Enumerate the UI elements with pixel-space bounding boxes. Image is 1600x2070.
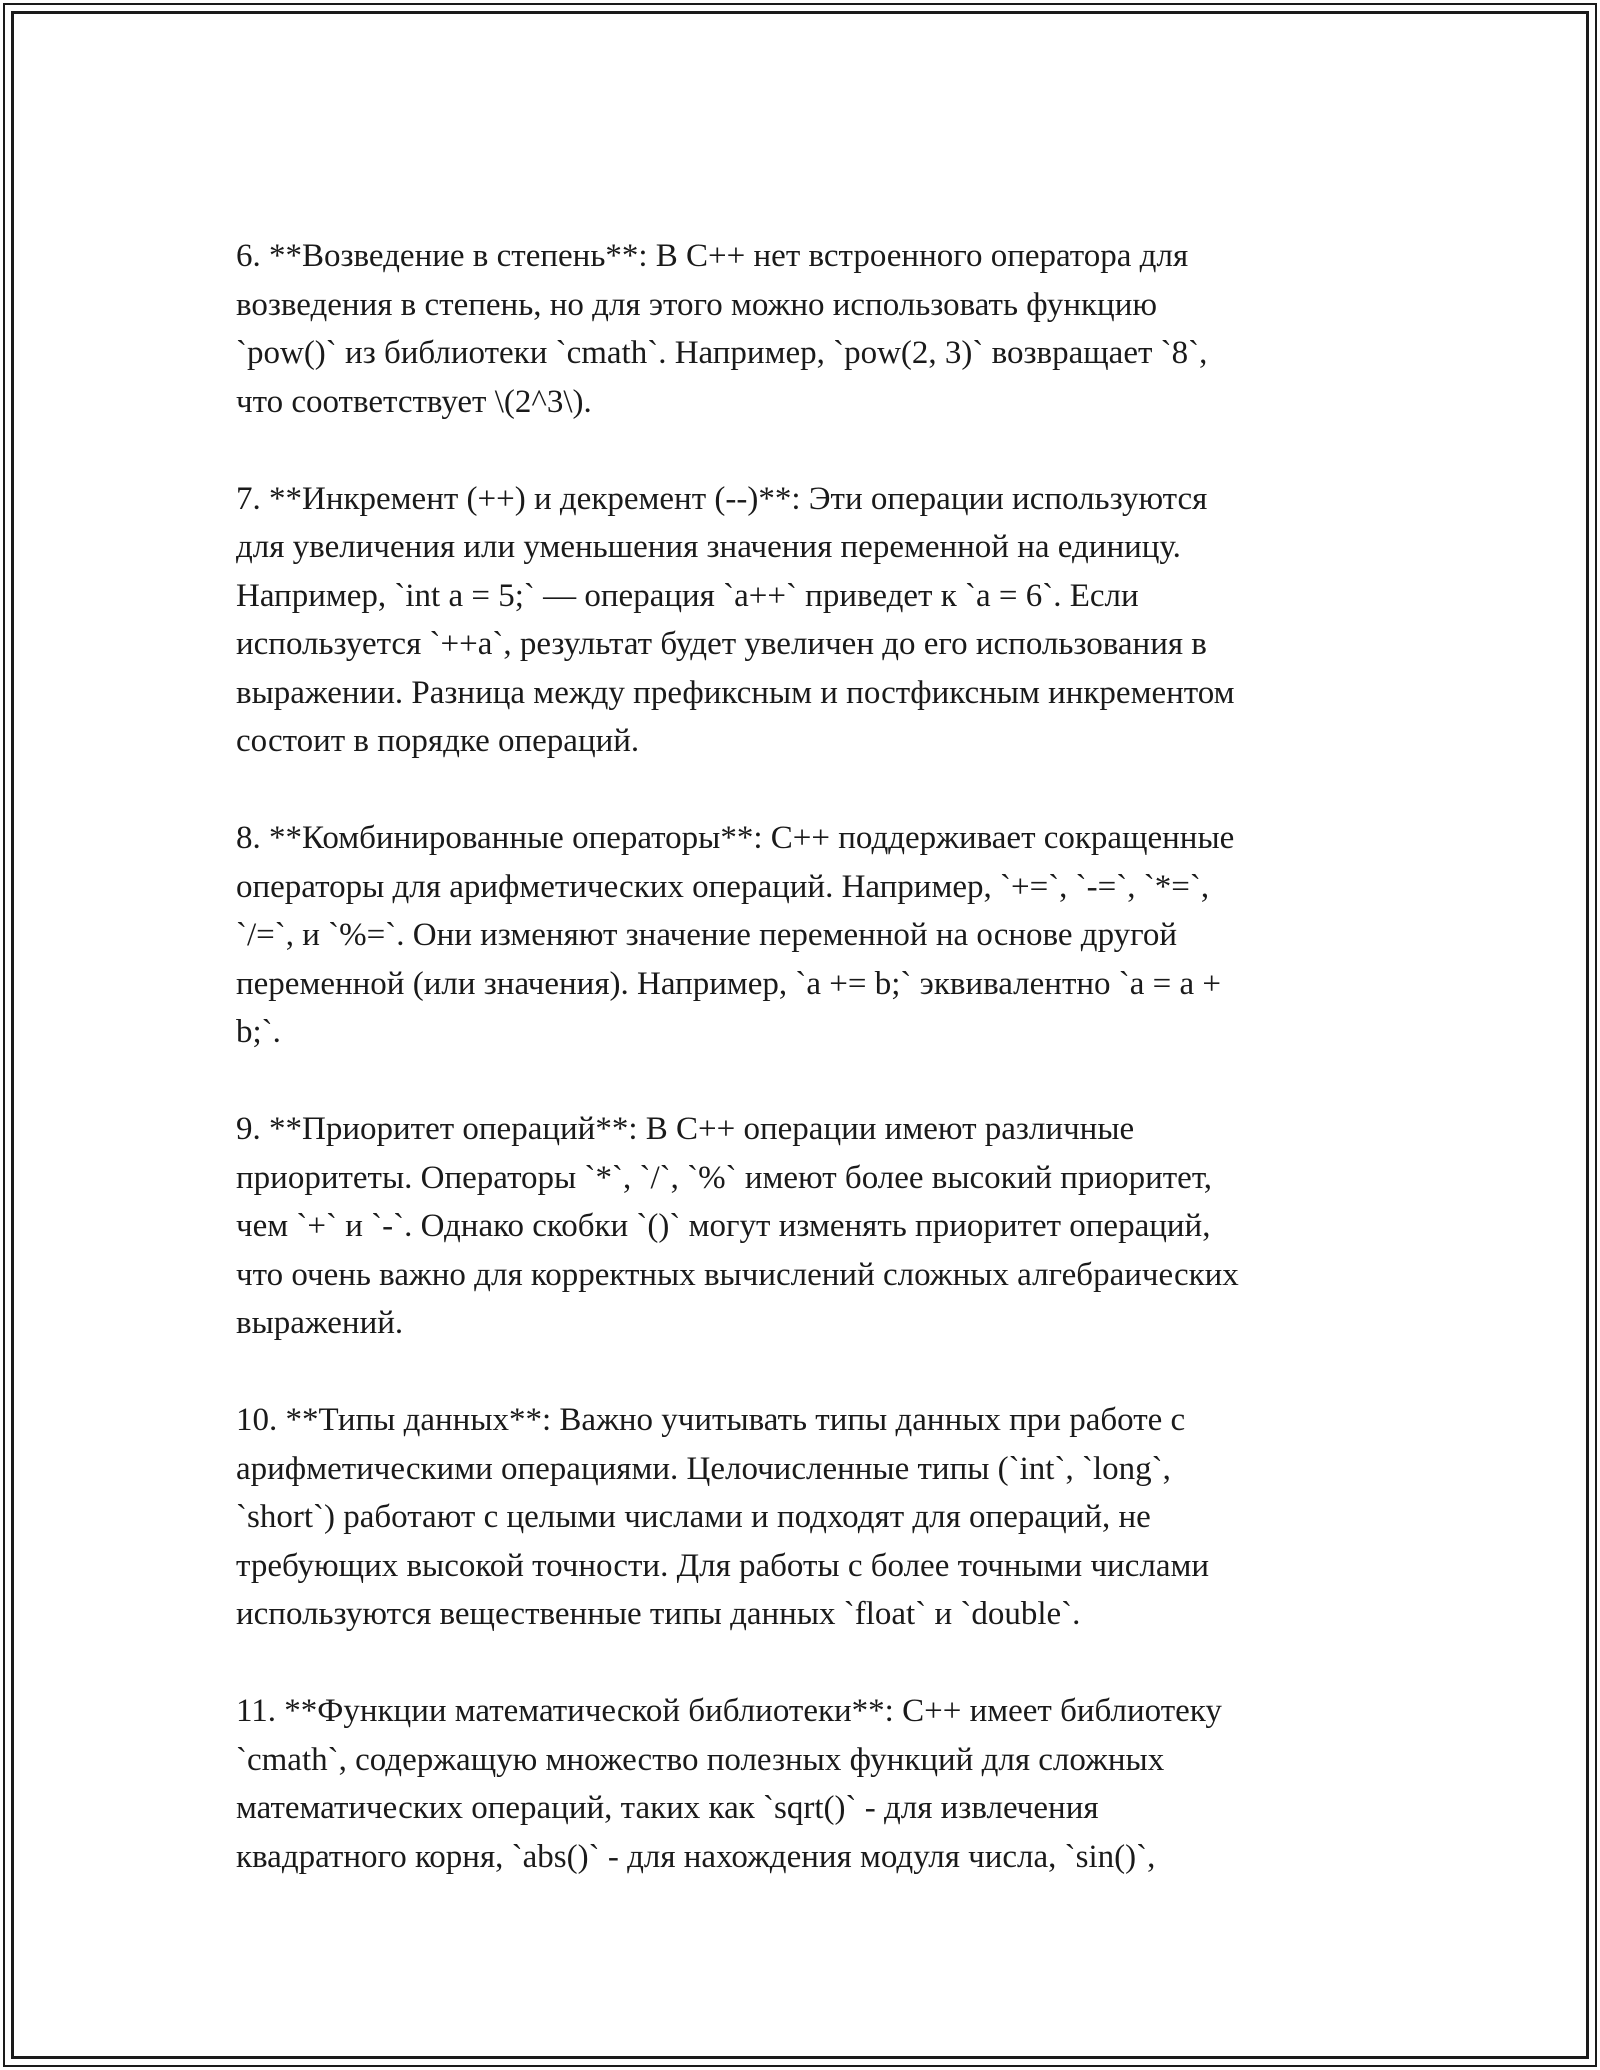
paragraph-9-operator-precedence — [236, 1105, 1366, 1348]
paragraph-10-data-types — [236, 1396, 1366, 1639]
text-line: операторы для арифметических операций. Например, `+=`, `-=`, `*=`, — [236, 868, 1210, 905]
text-line: выражении. Разница между префиксным и постфиксным инкрементом — [236, 674, 1235, 711]
text-line: математических операций, таких как `sqrt()` - для извлечения — [236, 1790, 1099, 1826]
text-line: квадратного корня, `abs()` - для нахождения модуля числа, `sin()`, — [236, 1838, 1156, 1875]
text-line: 10. **Типы данных**: Важно учитывать типы данных при работе с — [236, 1402, 1186, 1438]
text-line: b;`. — [236, 1014, 281, 1050]
text-line: используются вещественные типы данных `float` и `double`. — [236, 1596, 1081, 1632]
text-line: переменной (или значения). Например, `a += b;` эквивалентно `a = a + — [236, 965, 1222, 1002]
text-line: что соответствует \(2^3\). — [236, 383, 592, 420]
text-line: выражений. — [236, 1305, 404, 1341]
text-line: `short`) работают с целыми числами и подходят для операций, не — [236, 1499, 1151, 1535]
paragraph-8-compound-operators — [236, 814, 1366, 1057]
text-line: 7. **Инкремент (++) и декремент (--)**: Эти операции используются — [236, 480, 1208, 517]
text-line: арифметическими операциями. Целочисленные типы (`int`, `long`, — [236, 1450, 1171, 1487]
text-line: состоит в порядке операций. — [236, 723, 640, 759]
text-line: для увеличения или уменьшения значения переменной на единицу. — [236, 529, 1181, 565]
text-line: приоритеты. Операторы `*`, `/`, `%` имеют более высокий приоритет, — [236, 1159, 1213, 1196]
text-line: `cmath`, содержащую множество полезных функций для сложных — [236, 1741, 1165, 1778]
text-line: `pow()` из библиотеки `cmath`. Например, `pow(2, 3)` возвращает `8`, — [236, 335, 1208, 371]
text-line: 6. **Возведение в степень**: В C++ нет встроенного оператора для — [236, 238, 1189, 274]
text-line: Например, `int a = 5;` — операция `a++` приведет к `a = 6`. Если — [236, 577, 1139, 614]
text-line: чем `+` и `-`. Однако скобки `()` могут изменять приоритет операций, — [236, 1208, 1211, 1244]
text-line: требующих высокой точности. Для работы с более точными числами — [236, 1547, 1210, 1584]
text-line: 9. **Приоритет операций**: В C++ операции имеют различные — [236, 1111, 1135, 1147]
text-line: 8. **Комбинированные операторы**: C++ поддерживает сокращенные — [236, 820, 1235, 856]
paragraph-11-math-library — [236, 1687, 1366, 1881]
text-line: 11. **Функции математической библиотеки**: C++ имеет библиотеку — [236, 1693, 1222, 1729]
text-line: что очень важно для корректных вычислений сложных алгебраических — [236, 1256, 1239, 1293]
text-line: `/=`, и `%=`. Они изменяют значение переменной на основе другой — [236, 917, 1178, 953]
paragraph-6-exponentiation — [236, 232, 1366, 426]
text-line: используется `++a`, результат будет увеличен до его использования в — [236, 626, 1207, 662]
document-body — [236, 232, 1366, 1930]
text-line: возведения в степень, но для этого можно использовать функцию — [236, 286, 1158, 323]
paragraph-7-increment-decrement — [236, 475, 1366, 766]
